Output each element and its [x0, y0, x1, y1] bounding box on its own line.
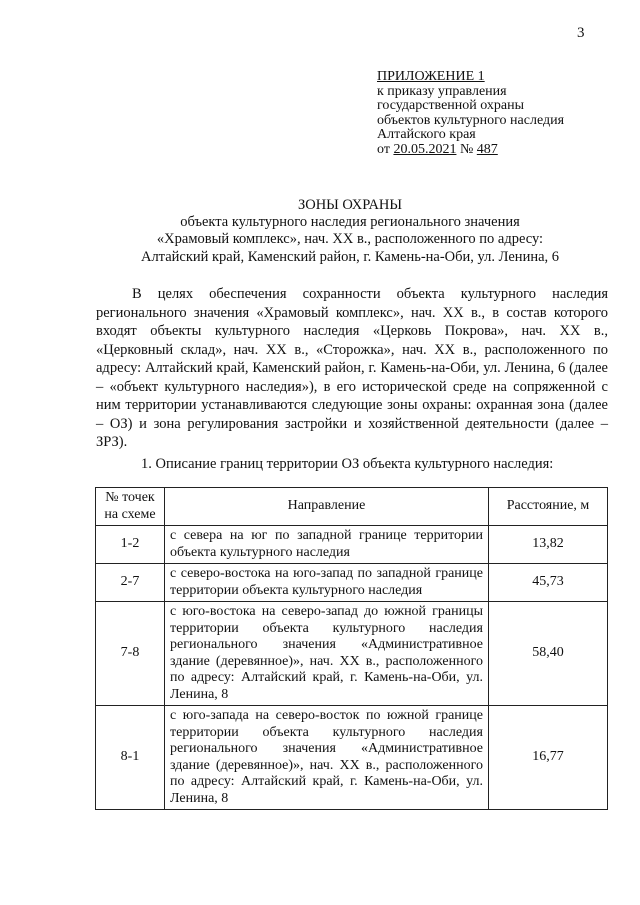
- cell-points: 1-2: [96, 526, 165, 564]
- cell-direction: с юго-востока на северо-запад до южной границы территории объекта культурного наследия регионального значения «Административное здание (деревянное)», нач. XX в., расположенного по адресу: Алтайский край, г. Камень-на-Оби, ул. Ленина, 8: [165, 602, 489, 706]
- number-prefix: №: [459, 141, 474, 157]
- cell-distance: 45,73: [489, 564, 608, 602]
- appendix-block: [377, 70, 564, 157]
- cell-direction: с юго-запада на северо-восток по южной границе территории объекта культурного наследия регионального значения «Административное здание (деревянное)», нач. XX в., расположенного по адресу: Алтайский край, г. Камень-на-Оби, ул. Ленина, 8: [165, 706, 489, 810]
- section-title: 1. Описание границ территории ОЗ объекта культурного наследия:: [141, 456, 554, 472]
- cell-distance: 58,40: [489, 602, 608, 706]
- appendix-line: Алтайского края: [377, 127, 476, 142]
- cell-points: 8-1: [96, 706, 165, 810]
- document-subtitle: Алтайский край, Каменский район, г. Камень-на-Оби, ул. Ленина, 6: [140, 249, 560, 265]
- appendix-title: ПРИЛОЖЕНИЕ 1: [377, 69, 485, 84]
- cell-points: 7-8: [96, 602, 165, 706]
- header-distance: Расстояние, м: [489, 488, 608, 526]
- order-date: 20.05.2021: [393, 141, 457, 157]
- body-paragraph: В целях обеспечения сохранности объекта культурного наследия регионального значения «Храмовый комплекс», нач. XX в., в состав которого входят объекты культурного наследия «Церковь Покрова», нач. XX в., «Церковный склад», нач. XX в., «Сторожка», нач. XX в., расположенного по адресу: Алтайский край, Каменский район, г. Камень-на-Оби, ул. Ленина, 6 (далее – «объект культурного наследия»), в его исторической среде на сопряженной с ним территории устанавливаются следующие зоны охраны: охранная зона (далее – ОЗ) и зона регулирования застройки и хозяйственной деятельности (далее – ЗРЗ).: [96, 286, 608, 450]
- cell-distance: 16,77: [489, 706, 608, 810]
- table-row: [96, 602, 608, 706]
- header-direction: Направление: [165, 488, 489, 526]
- cell-direction: с северо-востока на юго-запад по западной границе территории объекта культурного наследия: [165, 564, 489, 602]
- page-number: 3: [577, 25, 585, 41]
- cell-points: 2-7: [96, 564, 165, 602]
- date-prefix: от: [377, 141, 390, 157]
- table-row: [96, 706, 608, 810]
- document-title: ЗОНЫ ОХРАНЫ: [297, 197, 403, 213]
- zones-table: [95, 487, 608, 810]
- appendix-line: государственной охраны: [377, 98, 525, 113]
- appendix-line: к приказу управления: [377, 83, 507, 99]
- table-header-row: [96, 488, 608, 526]
- cell-distance: 13,82: [489, 526, 608, 564]
- appendix-date-line: [377, 143, 564, 158]
- document-subtitle: объекта культурного наследия регионального значения: [180, 214, 520, 230]
- appendix-line: объектов культурного наследия: [377, 112, 565, 128]
- document-subtitle: «Храмовый комплекс», нач. XX в., расположенного по адресу:: [156, 231, 544, 247]
- table-row: [96, 526, 608, 564]
- cell-direction: с севера на юг по западной границе территории объекта культурного наследия: [165, 526, 489, 564]
- header-points: № точек на схеме: [96, 488, 165, 526]
- table-row: [96, 564, 608, 602]
- order-number: 487: [476, 141, 498, 157]
